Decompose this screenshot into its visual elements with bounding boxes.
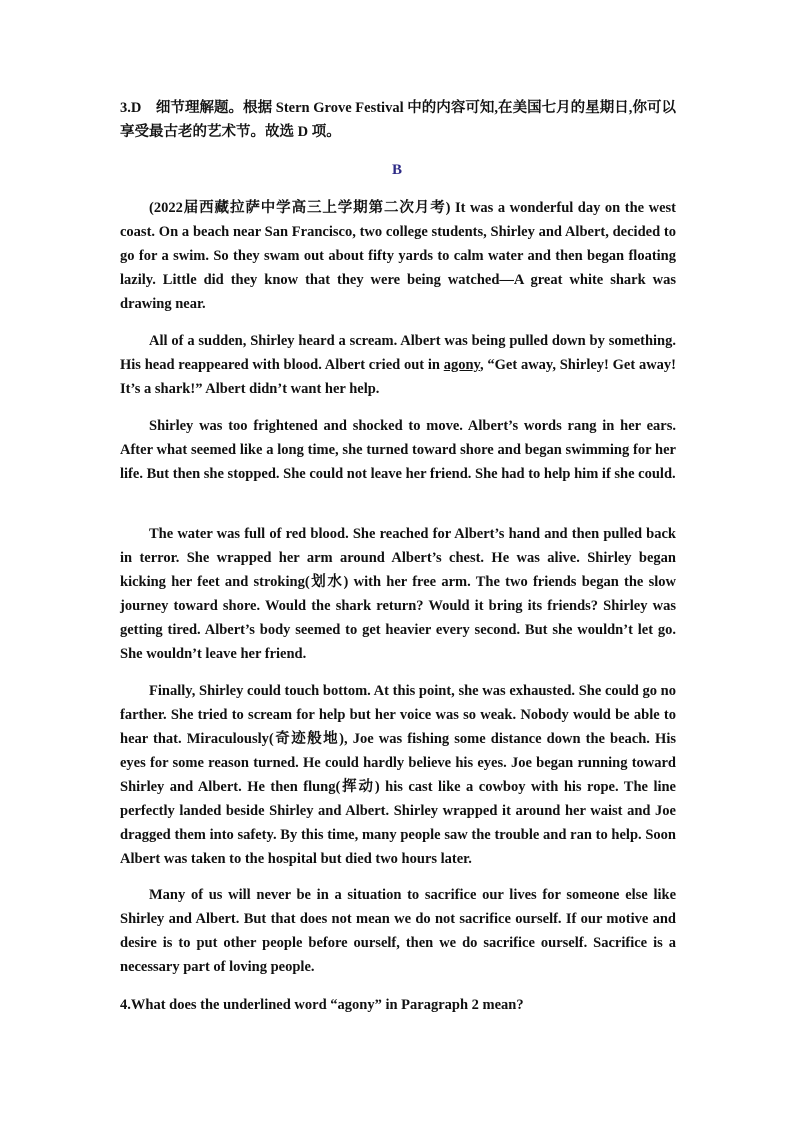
answer-explanation-3: 3.D 细节理解题。根据 Stern Grove Festival 中的内容可知,在美国七月的星期日,你可以享受最古老的艺术节。故选 D 项。 xyxy=(120,100,676,140)
passage-paragraph-4: The water was full of red blood. She reached for Albert’s hand and then pulled back in terror. She wrapped her arm around Albert’s chest. He was alive. Shirley began kicking her feet and stroking(划水) with her free arm. The two friends began the slow journey toward shore. Would the shark return? Would it bring its friends? Shirley was getting tired. Albert’s body seemed to get heavier every second. But she wouldn’t let go. She wouldn’t leave her friend. xyxy=(120,526,676,662)
passage-paragraph-6: Many of us will never be in a situation to sacrifice our lives for someone else like Shirley and Albert. But that does not mean we do not sacrifice ourself. If our motive and desire is to put other people before ourself, then we do sacrifice ourself. Sacrifice is a necessary part of loving people. xyxy=(120,887,676,975)
passage-paragraph-3: Shirley was too frightened and shocked to move. Albert’s words rang in her ears. After what seemed like a long time, she turned toward shore and began swimming for her life. But then she stopped. She could not leave her friend. She had to help him if she could. xyxy=(120,418,676,482)
passage-paragraph-1: (2022届西藏拉萨中学高三上学期第二次月考) It was a wonderful day on the west coast. On a beach near San Francisco, two college students, Shirley and Albert, decided to go for a swim. So they swam out about fifty yards to calm water and then began floating lazily. Little did they know that they were being watched—A great white shark was drawing near. xyxy=(120,200,676,312)
question-4: 4.What does the underlined word “agony” in Paragraph 2 mean? xyxy=(120,997,524,1013)
passage-paragraph-5: Finally, Shirley could touch bottom. At this point, she was exhausted. She could go no farther. She tried to scream for help but her voice was so weak. Nobody would be able to hear that. Miraculously(奇迹般地), Joe was fishing some distance down the beach. His eyes for some reason turned. He could hardly believe his eyes. Joe began running toward Shirley and Albert. He then flung(挥动) his cast like a cowboy with his rope. The line perfectly landed beside Shirley and Albert. Shirley wrapped it around her waist and Joe dragged them into safety. By this time, many people saw the trouble and ran to help. Soon Albert was taken to the hospital but died two hours later. xyxy=(120,683,676,867)
passage-paragraph-2 xyxy=(120,329,676,401)
section-label: B xyxy=(391,162,402,178)
paragraph-2-text-before: All of a sudden, Shirley heard a scream. Albert was being pulled down by something. His head reappeared with blood. Albert cried out in xyxy=(120,333,676,373)
underlined-word-agony: agony xyxy=(443,357,480,373)
paragraph-2-text-after: , “Get away, Shirley! Get away! It’s a shark!” Albert didn’t want her help. xyxy=(120,357,676,397)
